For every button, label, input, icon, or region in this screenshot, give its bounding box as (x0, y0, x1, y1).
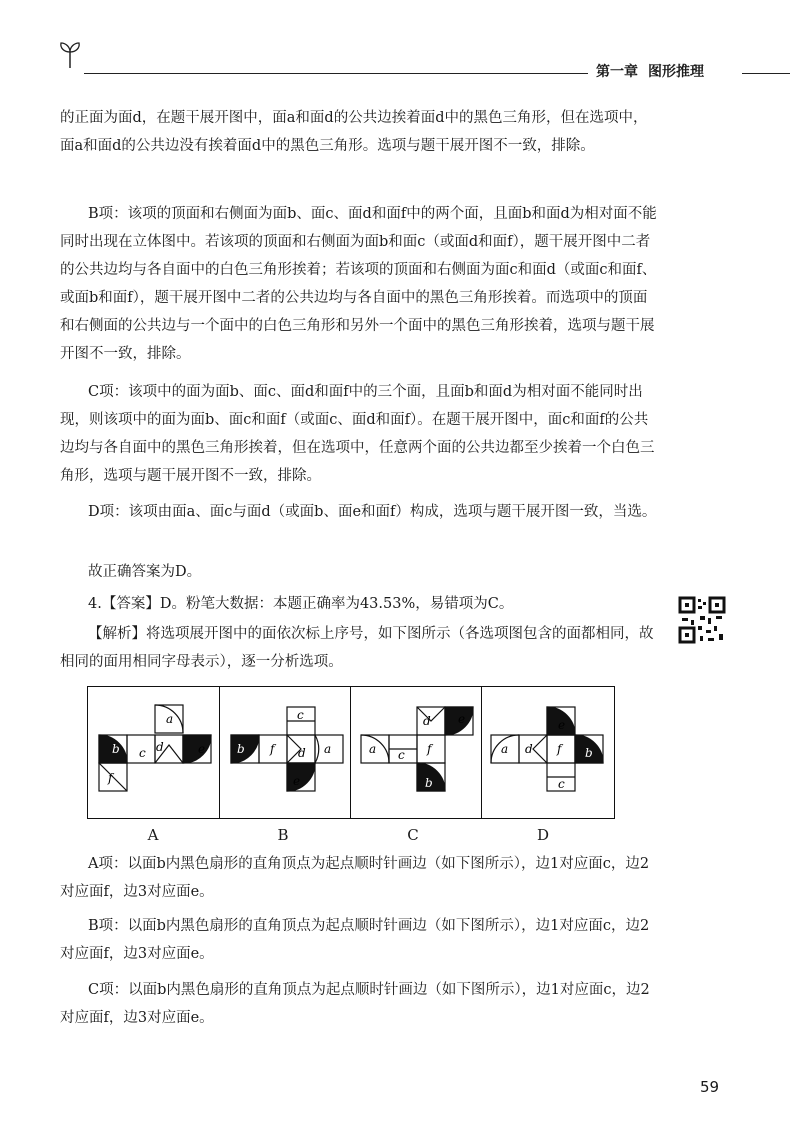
paragraph-1: 的正面为面d，在题干展开图中，面a和面d的公共边挨着面d中的黑色三角形，但在选项中，面a和面d的公共边没有挨着面d中的黑色三角形。选项与题干展开图不一致，排除。 (60, 110, 648, 154)
face-label-c-2: c (297, 708, 304, 722)
face-label-a-3: a (369, 742, 377, 756)
header-rule-right (742, 73, 790, 74)
paragraph-7: 【解析】将选项展开图中的面依次标上序号，如下图所示（各选项图包含的面都相同，故相同的面用相同字母表示），逐一分析选项。 (60, 626, 654, 670)
face-label-d-2: d (298, 746, 306, 760)
option-label-d: D (536, 826, 550, 844)
face-label-a-2: a (324, 742, 332, 756)
net-option-c (361, 707, 473, 791)
face-label-f-3: f (427, 742, 432, 756)
paragraph-5: 故正确答案为D。 (88, 564, 202, 580)
paragraph-3: C项：该项中的面为面b、面c、面d和面f中的三个面，且面b和面d为相对面不能同时出现，则该项中的面为面b、面c和面f（或面c、面d和面f）。在题干展开图中，面c和面f的公共边均与各自面中的黑色三角形挨着，但在选项中，任意两个面的公共边都至少挨着一个白色三角形，选项与题干展开图不一致，排除。 (60, 384, 655, 484)
option-label-b: B (277, 826, 289, 844)
page-number: 59 (700, 1078, 720, 1096)
option-figure (87, 686, 615, 819)
face-label-f: f (108, 771, 113, 785)
face-label-e-3: e (458, 712, 466, 726)
paragraph-6: 4.【答案】D。粉笔大数据：本题正确率为43.53%，易错项为C。 (88, 596, 514, 612)
face-label-d-4: d (525, 742, 533, 756)
face-label-a-4: a (501, 742, 509, 756)
chapter-number: 第一章 (596, 64, 638, 80)
paragraph-4: D项：该项由面a、面c与面d（或面b、面e和面f）构成，选项与题干展开图一致，当选。 (88, 504, 657, 520)
paragraph-2: B项：该项的顶面和右侧面为面b、面c、面d和面f中的两个面，且面b和面d为相对面不能同时出现在立体图中。若该项的顶面和右侧面为面b和面c（或面d和面f），题干展开图中二者的公共边均与各自面中的白色三角形挨着；若该项的顶面和右侧面为面c和面d（或面c和面f、或面b和面f），题干展开图中二者的公共边均与各自面中的黑色三角形挨着。而选项中的顶面和右侧面的公共边与一个面中的白色三角形和另外一个面中的黑色三角形挨着，选项与题干展开图不一致，排除。 (60, 206, 657, 362)
option-label-c: C (407, 826, 419, 844)
face-label-d: d (156, 740, 164, 754)
face-label-c: c (139, 746, 146, 760)
face-label-e-4: e (558, 718, 566, 732)
chapter-name: 图形推理 (648, 64, 704, 80)
paragraph-9: B项：以面b内黑色扇形的直角顶点为起点顺时针画边（如下图所示），边1对应面c，边2对应面f，边3对应面e。 (60, 918, 650, 962)
sprout-icon (58, 40, 82, 70)
face-label-f-4: f (557, 742, 562, 756)
paragraph-8: A项：以面b内黑色扇形的直角顶点为起点顺时针画边（如下图所示），边1对应面c，边2对应面f，边3对应面e。 (60, 856, 650, 900)
net-diagrams (88, 687, 614, 818)
face-label-b-4: b (585, 746, 593, 760)
face-label-d-3: d (423, 714, 431, 728)
face-label-c-4: c (558, 777, 565, 791)
face-label-f-2: f (270, 742, 275, 756)
paragraph-10: C项：以面b内黑色扇形的直角顶点为起点顺时针画边（如下图所示），边1对应面c，边2对应面f，边3对应面e。 (60, 982, 650, 1026)
face-label-e: e (198, 742, 206, 756)
face-label-b-2: b (237, 742, 245, 756)
face-label-a: a (166, 712, 174, 726)
face-label-c-3: c (398, 748, 405, 762)
chapter-title (596, 61, 714, 81)
face-label-e-2: e (293, 774, 301, 788)
option-label-a: A (147, 826, 159, 844)
face-label-b: b (112, 742, 120, 756)
qr-code-icon (678, 596, 726, 644)
page-header (0, 0, 800, 90)
face-label-b-3: b (425, 776, 433, 790)
header-rule-left (84, 73, 588, 74)
